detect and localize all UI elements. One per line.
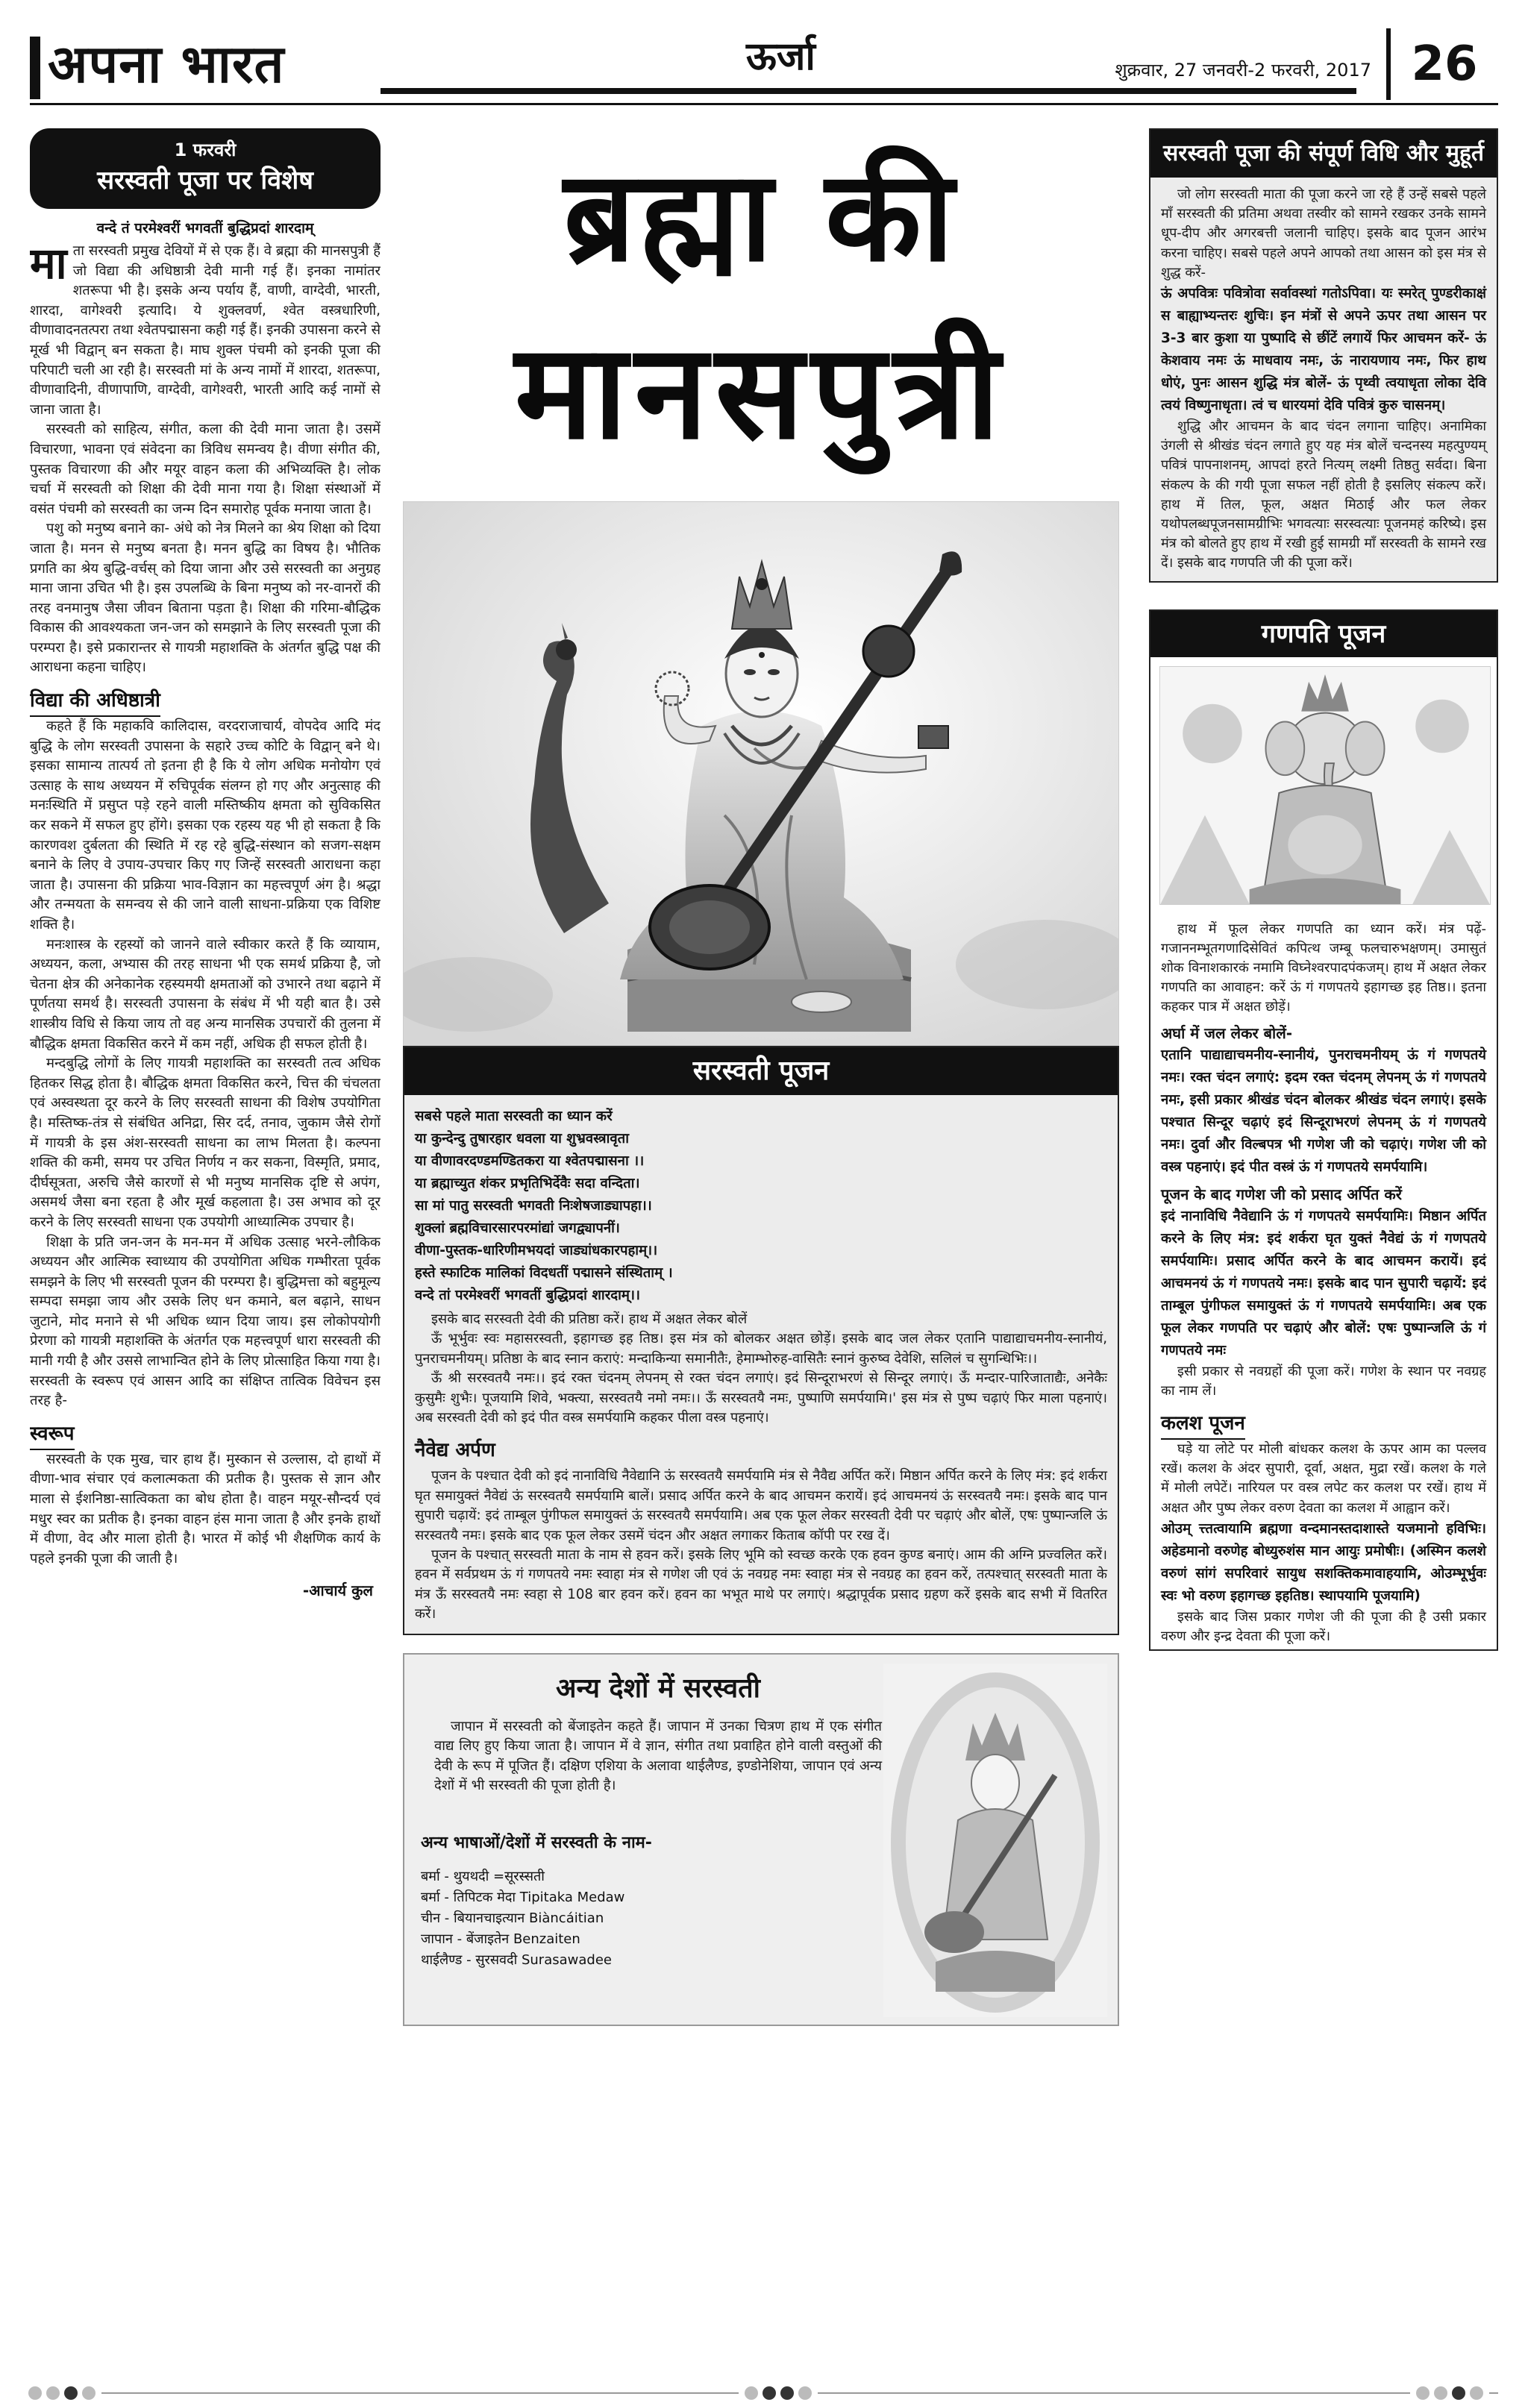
vidhi-box (1149, 128, 1498, 583)
dot (745, 2386, 758, 2400)
pujan-title: सरस्वती पूजन (404, 1047, 1118, 1095)
subheading-swaroop: स्वरूप (30, 1419, 75, 1450)
paragraph: इसके बाद जिस प्रकार गणेश जी की पूजा की है उसी प्रकार वरुण और इन्द्र देवता की पूजा करें। (1161, 1608, 1486, 1645)
page-number: 26 (1386, 28, 1498, 100)
opening-shloka: वन्दे तं परमेश्वरीं भगवतीं बुद्धिप्रदां शारदाम् (96, 220, 314, 236)
list-item: जापान - बेंजाइतेन Benzaiten (421, 1931, 580, 1947)
list-item: बर्मा - थुयथदी =सूरस्सती (421, 1868, 545, 1884)
paragraph: जो लोग सरस्वती माता की पूजा करने जा रहे हैं उन्हें सबसे पहले माँ सरस्वती की प्रतिमा अथवा तस्वीर को सामने रखकर उनके सामने धूप-दीप और अगरबत्ती जलानी चाहिए। इसके बाद पूजन आरंभ करना चाहिए। सबसे पहले अपने आपको तथा आसन को इस मंत्र से शुद्ध करें- (1161, 186, 1486, 280)
saraswati-photo (403, 501, 1119, 1046)
vidhi-body (1150, 178, 1497, 581)
footer-dots-left (22, 2384, 101, 2402)
headline-line-1: ब्रह्मा की (563, 143, 959, 289)
verse-line: या वीणावरदण्डमण्डितकरा या श्वेतपद्मासना ।। (415, 1153, 645, 1169)
paragraph: ऊँ भूर्भुवः स्वः महासरस्वती, इहागच्छ इह तिष्ठ। इस मंत्र को बोलकर अक्षत छोड़ें। इसके बाद जल लेकर एतानि पाद्याद्याचमनीय-स्नानीयं, पुनराचमनीयम्। प्रतिष्ठा के बाद स्नान कराएं: मन्दाकिन्या समानीतैः, हेमाम्भोरुह-वासितैः स्नानं कुरुष्व देवेशि, सलिलं च सुगन्धिभिः।। (415, 1331, 1107, 1367)
intro-paragraph (30, 238, 381, 420)
author-signature: -आचार्य कुल (302, 1581, 373, 1600)
subheading-kalash: कलश पूजन (1161, 1408, 1245, 1440)
masthead-rule (381, 88, 1356, 94)
dot (763, 2386, 776, 2400)
abroad-title: अन्य देशों में सरस्वती (556, 1672, 760, 1704)
paragraph: पूजन के पश्चात देवी को इदं नानाविधि नैवेद्यानि ऊं सरस्वतयै समर्पयामि मंत्र से नैवैद्य अर्पित करें। मिष्ठान अर्पित करने के लिए मंत्र: इदं शर्करा घृत समायुक्तं नैवेद्यं ऊं सरस्वतयै समर्पयामि बालें। प्रसाद अर्पित करने के बाद आचमन करायें। इदं आचमनयं ऊं सरस्वतयै नमः। इसके बाद पान सुपारी चढ़ायें: इदं ताम्बूल पुंगीफल समायुक्तं ऊं सरस्वतयै समर्पयामि। अब एक फूल लेकर सरस्वती देवी पर चढ़ाएं और बोलें, एषः पुष्पान्जलि ऊं सरस्वतयै नमः। इसके बाद एक फूल लेकर उसमें चंदन और अक्षत लगाकर किताब कॉपी पर रख दें। (415, 1468, 1107, 1543)
verse-line: वीणा-पुस्तक-धारिणीमभयदां जाड्यांधकारपहाम्।। (415, 1243, 658, 1258)
paragraph: शुद्धि और आचमन के बाद चंदन लगाना चाहिए। अनामिका उंगली से श्रीखंड चंदन लगाते हुए यह मंत्र बोलें चन्दनस्य महत्पुण्यम् पवित्रं पापनाशनम्, आपदां हरते नित्यम् लक्ष्मी तिष्ठतु सर्वदा। बिना संकल्प के की गयी पूजा सफल नहीं होती है इसलिए संकल्प करें। हाथ में तिल, फूल, अक्षत मिठाई और फल लेकर यथोपलब्धपूजनसामग्रीभिः भगवत्याः सरस्वत्याः पूजनमहं करिष्ये। इस मंत्र को बोलते हुए हाथ में रखी हुई सामग्री माँ सरस्वती के सामने रख दें। इसके बाद गणपति जी की पूजा करें। (1161, 418, 1486, 571)
verse-line: या कुन्देन्दु तुषारहार धवला या शुभ्रवस्त्रावृता (415, 1131, 630, 1147)
masthead (30, 28, 1498, 112)
list-item: थाईलैण्ड - सुरसवदी Surasawadee (421, 1951, 612, 1968)
saraswati-statue-image (883, 1664, 1107, 2017)
paragraph: सरस्वती को साहित्य, संगीत, कला की देवी माना जाता है। उसमें विचारणा, भावना एवं संवेदना का त्रिविध समन्वय है। वीणा संगीत की, पुस्तक विचारणा की और मयूर वाहन कला की अभिव्यक्ति है। लोक चर्चा में सरस्वती को शिक्षा की देवी माना गया है। शिक्षा संस्थाओं में वसंत पंचमी को सरस्वती का जन्म दिन समारोह पूर्वक मनाया जाता है। (30, 421, 381, 517)
special-banner (30, 128, 381, 209)
logo-bar (30, 37, 40, 99)
vidhi-title: सरस्वती पूजा की संपूर्ण विधि और मुहूर्त (1150, 130, 1497, 178)
issue-date: शुक्रवार, 27 जनवरी-2 फरवरी, 2017 (1115, 60, 1371, 81)
page-footer (0, 2378, 1528, 2408)
subheading-prasad: पूजन के बाद गणेश जी को प्रसाद अर्पित करें (1161, 1185, 1402, 1203)
paragraph: जापान में सरस्वती को बेंजाइतेन कहते हैं। जापान में उनका चित्रण हाथ में एक संगीत वाद्य लिए हुए किया जाता है। जापान में वे ज्ञान, संगीत तथा प्रवाहित होने वाली वस्तुओं की देवी के रूप में पूजित हैं। दक्षिण एशिया के अलावा थाईलैण्ड, इण्डोनेशिया, जापान एवं अन्य देशों में भी सरस्वती की पूजा होती है। (434, 1718, 882, 1794)
names-list (421, 1866, 898, 1971)
verse-line: वन्दे तां परमेश्वरीं भगवतीं बुद्धिप्रदां शारदाम्।। (415, 1288, 640, 1303)
dhyan-verses (404, 1095, 1118, 1310)
dot (46, 2386, 60, 2400)
dot (28, 2386, 42, 2400)
footer-dots-right (1410, 2384, 1489, 2402)
publication-logo (30, 28, 358, 100)
dot (1470, 2386, 1483, 2400)
footer-dots-center (739, 2384, 818, 2402)
paragraph: पूजन के पश्चात् सरस्वती माता के नाम से हवन करें। इसके लिए भूमि को स्वच्छ करके एक हवन कुण्ड बनाएं। आम की अग्नि प्रज्वलित करें। हवन में सर्वप्रथम ऊं गं गणपतये नमः स्वाहा मंत्र से गणेश जी एवं ऊं नवग्रह नमः स्वाहा मंत्र से नवग्रह का हवन करें, तत्पश्चात् सरस्वती माता के मंत्र ऊँ सरस्वतयै नमः स्वहा से 108 बार हवन करें। हवन का भभूत माथे पर लगाएं। श्रद्धापूर्वक प्रसाद ग्रहण करें इसके बाद सभी में वितरित करें। (415, 1547, 1107, 1622)
pujan-box (403, 1046, 1119, 1635)
subheading-vidya: विद्या की अधिष्ठात्री (30, 686, 160, 717)
middle-column (403, 128, 1119, 2351)
kalash-mantra: ओउम् त्त्तत्वायामि ब्रह्मणा वन्दमानस्तदाशास्ते यजमानो हविभिः। अहेडमानो वरुणेह बोध्युरुशंस मान आयुः प्रमोषीः। (अस्मिन कलशे वरुणं सांगं सपरिवारं सायुध सशक्तिकमावाहयामि, ओउम्भूर्भुवः स्वः भो वरुण इहागच्छ इहतिष्ठ। स्थापयामि पूजयामि) (1161, 1520, 1486, 1604)
abroad-box (403, 1653, 1119, 2026)
paragraph: इसके बाद सरस्वती देवी की प्रतिष्ठा करें। हाथ में अक्षत लेकर बोलें (431, 1311, 748, 1327)
dot (1434, 2386, 1447, 2400)
verse-line: या ब्रह्माच्युत शंकर प्रभृतिभिर्देवैः सदा वन्दिता। (415, 1176, 640, 1191)
dot (64, 2386, 78, 2400)
paragraph: मनःशास्त्र के रहस्यों को जानने वाले स्वीकार करते हैं कि व्यायाम, अध्ययन, कला, अभ्यास की तरह साधना भी एक समर्थ प्रक्रिया है, जो चेतना क्षेत्र की अनेकानेक रहस्यमयी क्षमताओं को उभारने तथा बढ़ाने में पूर्णतया समर्थ है। सरस्वती उपासना के संबंध में भी यही बात है। उसे शास्त्रीय विधि से किया जाय तो वह अन्य मानसिक उपचारों की तुलना में बौद्धिक क्षमता विकसित करने में कम नहीं, अधिक ही सफल होती है। (30, 936, 381, 1052)
banner-date: 1 फरवरी (174, 139, 237, 160)
abroad-text (434, 1717, 882, 1796)
intro-text: ता सरस्वती प्रमुख देवियों में से एक हैं। वे ब्रह्मा की मानसपुत्री हैं जो विद्या की अधिष्ठात्री देवी मानी गई हैं। इनका नामांतर शतरूपा भी है। इसके अन्य पर्याय हैं, वाणी, वाग्देवी, भारती, शारदा, वागेश्वरी इत्यादि। ये शुक्लवर्ण, श्वेत वस्त्रधारिणी, वीणावादनतत्परा तथा श्वेतपद्मासना कही गई हैं। इनकी उपासना करने से मूर्ख भी विद्वान् बन सकता है। माघ शुक्ल पंचमी को इनकी पूजा की परिपाटी चली आ रही है। सरस्वती मां के अन्य नामों में शारदा, शतरूपा, वीणावादिनी, वीणापाणि, वाग्देवी, वागेश्वरी, भारती आदि कई नामों से जाना जाता है। (30, 243, 381, 418)
dot (82, 2386, 96, 2400)
dot (798, 2386, 812, 2400)
paragraph: ऊँ श्री सरस्वतयै नमः।। इदं रक्त चंदनम् लेपनम् से रक्त चंदन लगाएं। इदं सिन्दूराभरणं से सिन्दूर लगाएं। ऊँ मन्दार-पारिजाताद्यैः, अनेकैः कुसुमैः शुभैः। पूजयामि शिवे, भक्त्या, सरस्वतयै नमो नमः।। ऊँ सरस्वतयै नमः, पुष्पाणि समर्पयामि।' इस मंत्र से पुष्प चढ़ाएं फिर माला पहनाएं। अब सरस्वती देवी को इदं पीत वस्त्र समर्पयामि कहकर पीला वस्त्र पहनाएं। (415, 1370, 1107, 1426)
subheading-arghya: अर्घा में जल लेकर बोलें- (1161, 1023, 1293, 1042)
paragraph: इसी प्रकार से नवग्रहों की पूजा करें। गणेश के स्थान पर नवग्रह का नाम लें। (1161, 1363, 1486, 1399)
list-item: चीन - बियानचाइत्यान Biàncáitian (421, 1910, 604, 1926)
paragraph: मन्दबुद्धि लोगों के लिए गायत्री महाशक्ति का सरस्वती तत्व अधिक हितकर सिद्ध होता है। बौद्धिक क्षमता विकसित करने, चित्त की चंचलता एवं अस्वस्थता दूर करने के लिए सरस्वती साधना की विशेष उपयोगिता है। मस्तिष्क-तंत्र से संबंधित अनिद्रा, सिर दर्द, तनाव, जुकाम जैसे रोगों में गायत्री के इस अंश-सरस्वती साधना का लाभ मिलता है। कल्पना शक्ति की कमी, समय पर उचित निर्णय न कर सकना, विस्मृति, प्रमाद, दीर्घसूत्रता, अरुचि जैसे कारणों से भी मनुष्य मानसिक दृष्टि से अपंग, असमर्थ जैसा बना रहता है और मूर्ख कहलाता है। उस अभाव को दूर करने के लिए सरस्वती साधना एक उपयोगी आध्यात्मिक उपचार है। (30, 1056, 381, 1230)
section-name: ऊर्जा (746, 34, 815, 79)
verse-line: हस्ते स्फाटिक मालिकां विदधतीं पद्मासने संस्थिताम् । (415, 1265, 673, 1281)
verse-line: शुक्लां ब्रह्मविचारसारपरमांद्यां जगद्व्यापनीं। (415, 1220, 620, 1236)
paragraph: शिक्षा के प्रति जन-जन के मन-मन में अधिक उत्साह भरने-लौकिक अध्ययन और आत्मिक स्वाध्याय की उपयोगिता अधिक गम्भीरता पूर्वक समझने के लिए भी सरस्वती पूजन की परम्परा है। बुद्धिमत्ता को बहुमूल्य सम्पदा समझा जाय और उसके लिए धन कमाने, बल बढ़ाने, साधन जुटाने, मोद मनाने से भी अधिक ध्यान दिया जाय। इस लोकोपयोगी प्रेरणा को गायत्री महाशक्ति के अंतर्गत एक महत्त्वपूर्ण धारा सरस्वती की मानी गयी है और उससे लाभान्वित होने के लिए प्रोत्साहित किया गया है। सरस्वती के स्वरूप एवं आसन आदि का संक्षिप्त तात्विक विवेचन इस तरह है- (30, 1234, 381, 1409)
right-column (1149, 128, 1498, 2351)
list-item: बर्मा - तिपिटक मेदा Tipitaka Medaw (421, 1889, 625, 1905)
dot (1452, 2386, 1465, 2400)
left-column (30, 128, 381, 2351)
mantra-text: एतानि पाद्याद्याचमनीय-स्नानीयं, पुनराचमनीयम् ऊं गं गणपतये नमः। रक्त चंदन लगाएं: इदम रक्त चंदनम् लेपनम् ऊं गं गणपतये नमः, इसी प्रकार श्रीखंड चंदन बोलकर श्रीखंड चंदन लगाएं। इसके पश्चात सिन्दूर चढ़ाएं इदं सिन्दूराभरणं लेपनम् ऊं गं गणपतये नमः। दुर्वा और विल्बपत्र भी गणेश जी को चढ़ाएं। गणेश जी को वस्त्र पहनाएं। इदं पीत वस्त्रं ऊं गं गणपतये समर्पयामि। (1161, 1047, 1486, 1175)
banner-title: सरस्वती पूजा पर विशेष (97, 166, 313, 195)
paragraph: घड़े या लोटे पर मोली बांधकर कलश के ऊपर आम का पल्लव रखें। कलश के अंदर सुपारी, दूर्वा, अक्षत, मुद्रा रखें। कलश के गले में मोली लपेटें। नारियल पर वस्त्र लपेट कर कलश पर रखें। हाथ में अक्षत और पुष्प लेकर वरुण देवता का कलश में आह्वान करें। (1161, 1441, 1486, 1516)
headline-line-2: मानसपुत्री (514, 316, 1008, 468)
pujan-body (404, 1310, 1118, 1634)
verse-line: सबसे पहले माता सरस्वती का ध्यान करें (415, 1109, 613, 1124)
logo-text: अपना भारत (48, 34, 285, 95)
ganesh-image (1159, 666, 1491, 905)
paragraph: पशु को मनुष्य बनाने का- अंधे को नेत्र मिलने का श्रेय शिक्षा को दिया जाता है। मनन से मनुष्य बनता है। मनन बुद्धि का विषय है। भौतिक प्रगति का श्रेय बुद्धि-वर्चस् को दिया जाना और उसे सरस्वती का अनुग्रह माना जाना उचित भी है। इस उपलब्धि के बिना मनुष्य को नर-वानरों की तरह वनमानुष जैसा जीवन बिताना पड़ता है। शिक्षा की गरिमा-बौद्धिक विकास की आवश्यकता जन-जन को समझाने के लिए सरस्वती पूजा की परम्परा है। इसे प्रकारान्तर से गायत्री महाशक्ति के अंतर्गत बुद्धि पक्ष की आराधना कहना चाहिए। (30, 521, 381, 676)
paragraph: कहते हैं कि महाकवि कालिदास, वरदराजाचार्य, वोपदेव आदि मंद बुद्धि के लोग सरस्वती उपासना के सहारे उच्च कोटि के विद्वान् बने थे। इसका सामान्य तात्पर्य तो इतना ही है कि ये लोग अधिक मनोयोग एवं उत्साह के साथ अध्ययन में रुचिपूर्वक संलग्न हो गए और अनुत्साह की मनःस्थिति में प्रसुप्त पड़े रहने वाली मस्तिष्कीय क्षमता को सुविकसित कर सकने में सफल हुए होंगे। इसका एक रहस्य यह भी हो सकता है कि कारणवश दुर्बलता की स्थिति में रह रहे बुद्धि-संस्थान को सजग-सक्षम बनाने के लिए वे उपाय-उपचार किए गए जिन्हें सरस्वती आराधना कहा जाता है। उपासना की प्रक्रिया भाव-विज्ञान का महत्त्वपूर्ण अंग है। श्रद्धा और तन्मयता के समन्वय से की जाने वाली साधना-प्रक्रिया एक विशिष्ट शक्ति है। (30, 718, 381, 932)
verse-line: सा मां पातु सरस्वती भगवती निःशेषजाड्यापहा।। (415, 1198, 652, 1214)
mantra-text: इदं नानाविधि नैवेद्यानि ऊं गं गणपतये समर्पयामिः। मिष्ठान अर्पित करने के लिए मंत्र: इदं शर्करा घृत युक्तं नैवेद्यं ऊं गं गणपतये समर्पयामिः। प्रसाद अर्पित करने के बाद आचमन करायें। इदं आचमनयं ऊं गं गणपतये नमः। इसके बाद पान सुपारी चढ़ायें: इदं ताम्बूल पुंगीफल समायुक्तं ऊं गं गणपतये समर्पयामिः। अब एक फूल लेकर गणपति पर चढ़ाएं और बोलें: एषः पुष्पान्जलि ऊं गं गणपतये नमः (1161, 1208, 1486, 1358)
subheading-naivedya: नैवेद्य अर्पण (415, 1439, 495, 1462)
main-headline (403, 128, 1119, 480)
ganpati-box (1149, 609, 1498, 1652)
drop-cap: मा (30, 238, 67, 289)
paragraph: हाथ में फूल लेकर गणपति का ध्यान करें। मंत्र पढ़ें- गजाननम्भूतगणादिसेवितं कपित्थ जम्बू फलचारुभक्षणम्। उमासुतं शोक विनाशकारकं नमामि विघ्नेश्वरपादपंकजम्। हाथ में अक्षत लेकर गणपति का आवाहन: करें ऊं गं गणपतये इहागच्छ इह तिष्ठ।। इतना कहकर पात्र में अक्षत छोड़ें। (1161, 921, 1486, 1015)
saraswati-illustration (404, 502, 1119, 1046)
paragraph: सरस्वती के एक मुख, चार हाथ हैं। मुस्कान से उल्लास, दो हाथों में वीणा-भाव संचार एवं कलात्मकता की प्रतीक है। पुस्तक से ज्ञान और माला से ईशनिष्ठा-सात्विकता का बोध होता है। वाहन मयूर-सौन्दर्य एवं मधुर स्वर का प्रतीक है। इनका वाहन हंस माना जाता है और इनके हाथों में वीणा, वेद और माला होती है। भारत में कोई भी शैक्षणिक कार्य के पहले इनकी पूजा की जाती है। (30, 1451, 381, 1567)
shuddhi-mantra: ऊं अपवित्रः पवित्रोवा सर्वावस्थां गतोऽपिवा। यः स्मरेत् पुण्डरीकाक्षं स बाह्याभ्यन्तरः शुचिः। इन मंत्रों से अपने ऊपर तथा आसन पर 3-3 बार कुशा या पुष्पादि से छींटें लगायें फिर आचमन करें- ऊं केशवाय नमः ऊं माधवाय नमः, ऊं नारायणाय नमः, फिर हाथ धोएं, पुनः आसन शुद्धि मंत्र बोलें- ऊं पृथ्वी त्वयाधृता लोका देवि त्वयं विष्णुनाधृता। त्वं च धारयमां देवि पवित्रं कुरु चासनम्। (1161, 286, 1486, 414)
ganpati-title: गणपति पूजन (1150, 611, 1497, 657)
abroad-subheading: अन्य भाषाओं/देशों में सरस्वती के नाम- (421, 1833, 652, 1852)
ganpati-body (1150, 917, 1497, 1650)
dot (1416, 2386, 1430, 2400)
masthead-underline (30, 103, 1498, 105)
dot (780, 2386, 794, 2400)
